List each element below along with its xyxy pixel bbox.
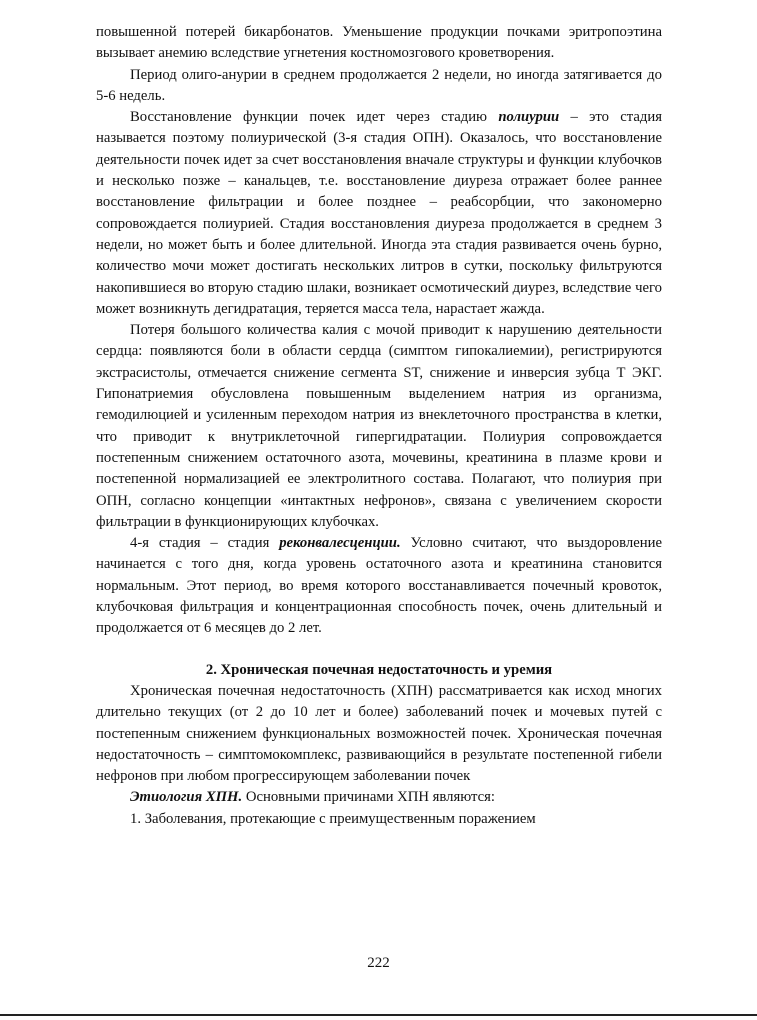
paragraph-3-rest: – это стадия называется поэтому полиурической (3-я стадия ОПН). Оказалось, что восстановление деятельности почек идет за счет восстановления вначале структуры и функции клубочков и несколько позже – канальцев, т.е. восстановление диуреза отражает более раннее восстановление фильтрации и более позднее – реабсорбции, что закономерно сопровождается полиурией. Стадия восстановления диуреза продолжается в среднем 3 недели, но может быть и более длительной. Иногда эта стадия развивается очень бурно, количество мочи может достигать нескольких литров в сутки, поскольку фильтруются накопившиеся во вторую стадию шлаки, возникает осмотический диурез, вследствие чего может возникнуть дегидратация, теряется масса тела, нарастает жажда. (96, 109, 662, 317)
section-heading: 2. Хроническая почечная недостаточность и уремия (205, 661, 553, 678)
scan-bottom-edge (0, 1014, 757, 1016)
paragraph-3 (96, 107, 662, 320)
page-number: 222 (367, 955, 390, 971)
paragraph-5-start: 4-я стадия – стадия (130, 535, 280, 552)
term-etiology: Этиология ХПН. (130, 789, 243, 806)
paragraph-1: повышенной потерей бикарбонатов. Уменьшение продукции почками эритропоэтина вызывает анемию вследствие угнетения костномозгового кроветворения. (96, 24, 662, 62)
paragraph-3-start: Восстановление функции почек идет через стадию (130, 109, 499, 126)
paragraph-5 (96, 533, 662, 639)
paragraph-2: Период олиго-анурии в среднем продолжается 2 недели, но иногда затягивается до 5-6 недель. (96, 66, 662, 104)
term-poliuria: полиурии (498, 109, 560, 126)
paragraph-7 (96, 787, 662, 808)
paragraph-7-rest: Основными причинами ХПН являются: (242, 789, 495, 806)
paragraph-4: Потеря большого количества калия с мочой приводит к нарушению деятельности сердца: появляются боли в области сердца (симптом гипокалиемии), регистрируются экстрасистолы, отмечается снижение сегмента ST, снижение и инверсия зубца Т ЭКГ. Гипонатриемия обусловлена повышенным выделением натрия из организма, гемодилюцией и усиленным переходом натрия из внеклеточного пространства в клетки, что приводит к внутриклеточной гипергидратации. Полиурия сопровождается постепенным снижением остаточного азота, мочевины, креатинина в плазме крови и постепенной нормализацией ее электролитного состава. Полагают, что полиурия при ОПН, согласно концепции «интактных нефронов», связана с увеличением скорости фильтрации в функционирующих клубочках. (96, 322, 662, 530)
term-rekonvalescencia: реконвалесценции. (279, 535, 401, 552)
paragraph-6: Хроническая почечная недостаточность (ХПН) рассматривается как исход многих длительно текущих (от 2 до 10 лет и более) заболеваний почек и мочевых путей с постепенным снижением функциональных возможностей почек. Хроническая почечная недостаточность – симптомокомплекс, развивающийся в результате постепенной гибели нефронов при любом прогрессирующем заболевании почек (96, 682, 662, 785)
paragraph-5-rest: Условно считают, что выздоровление начинается с того дня, когда уровень остаточного азота и креатинина становится нормальным. Этот период, во время которого восстанавливается почечный кровоток, клубочковая фильтрация и концентрационная способность почек, очень длительный и продолжается от 6 месяцев до 2 лет. (96, 535, 662, 637)
document-page (96, 22, 662, 830)
paragraph-8: 1. Заболевания, протекающие с преимущественным поражением (130, 810, 536, 827)
